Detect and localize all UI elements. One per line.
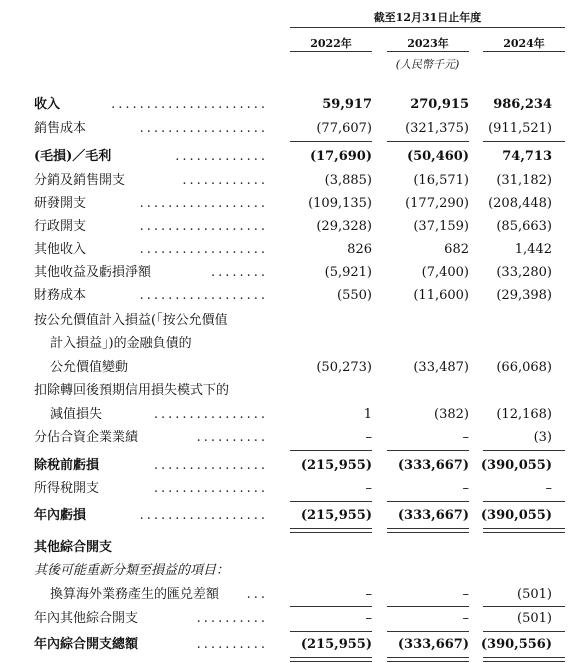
value-2024: (208,448) xyxy=(488,196,552,211)
value-2023: (16,571) xyxy=(413,173,469,188)
row-label: 換算海外業務產生的匯兑差額 xyxy=(50,587,220,602)
leader-dots: .................. xyxy=(139,508,268,523)
subtotal-rule xyxy=(387,450,469,451)
leader-dots: ... xyxy=(246,587,268,602)
table-row xyxy=(0,357,568,379)
value-2022: – xyxy=(365,430,372,445)
row-label: 其他收入 xyxy=(34,242,87,257)
subtotal-rule xyxy=(290,141,372,142)
period-header: 截至12月31日止年度 xyxy=(373,11,482,24)
value-2024: (501) xyxy=(517,587,552,602)
value-2022: (17,690) xyxy=(309,149,372,164)
value-2024: (33,280) xyxy=(496,265,552,280)
table-row xyxy=(0,170,568,192)
value-2024: 74,713 xyxy=(502,149,552,164)
value-2023: (50,460) xyxy=(406,149,469,164)
table-row xyxy=(0,537,568,559)
value-2023: – xyxy=(462,611,469,626)
row-label: 所得稅開支 xyxy=(34,481,100,496)
row-label: 除稅前虧損 xyxy=(34,458,100,473)
subtotal-rule xyxy=(387,606,469,607)
value-2022: – xyxy=(365,587,372,602)
unit-caption: (人民幣千元) xyxy=(395,58,460,71)
value-2023: (11,600) xyxy=(413,288,469,303)
value-2024: (29,398) xyxy=(496,288,552,303)
value-2024: (85,663) xyxy=(496,219,552,234)
value-2024: (390,055) xyxy=(480,458,552,473)
row-label: 公允價值變動 xyxy=(50,360,129,375)
value-2023: (37,159) xyxy=(413,219,469,234)
leader-dots: .................. xyxy=(139,219,268,234)
table-row xyxy=(0,285,568,307)
subtotal-rule xyxy=(387,631,469,632)
value-2023: (333,667) xyxy=(397,508,469,523)
value-2024: (66,068) xyxy=(496,360,552,375)
row-label: 年內虧損 xyxy=(34,508,87,523)
year-header-2024: 2024年 xyxy=(503,37,545,50)
table-row xyxy=(0,262,568,284)
value-2024: (3) xyxy=(533,430,552,445)
leader-dots: .......... xyxy=(196,611,268,626)
leader-dots: ............ xyxy=(182,173,268,188)
total-double-rule xyxy=(387,528,469,533)
value-2022: 826 xyxy=(347,242,372,257)
value-2023: – xyxy=(462,481,469,496)
total-double-rule xyxy=(483,528,565,533)
value-2023: (321,375) xyxy=(405,121,469,136)
row-label: 減值損失 xyxy=(50,407,103,422)
table-row xyxy=(0,310,568,332)
row-label: 按公允價值計入損益(「按公允價值 xyxy=(34,313,228,328)
year-rule xyxy=(290,51,372,52)
value-2022: – xyxy=(365,481,372,496)
value-2022: (3,885) xyxy=(324,173,372,188)
row-label: 年內其他綜合開支 xyxy=(34,611,139,626)
leader-dots: .......... xyxy=(196,637,268,652)
leader-dots: ........ xyxy=(210,265,268,280)
table-row xyxy=(0,216,568,238)
subtotal-rule xyxy=(290,501,372,502)
row-label: 收入 xyxy=(34,97,61,112)
row-label: 年內綜合開支總額 xyxy=(34,637,139,652)
value-2024: 986,234 xyxy=(493,97,552,112)
subtotal-rule xyxy=(387,501,469,502)
leader-dots: .................. xyxy=(139,288,268,303)
table-row xyxy=(0,427,568,449)
leader-dots: ................ xyxy=(153,407,268,422)
year-header-2022: 2022年 xyxy=(310,37,352,50)
value-2024: (31,182) xyxy=(496,173,552,188)
row-label: 銷售成本 xyxy=(34,121,87,136)
table-row xyxy=(0,478,568,500)
table-row xyxy=(0,333,568,355)
subtotal-rule xyxy=(290,606,372,607)
leader-dots: .................. xyxy=(139,121,268,136)
value-2023: (333,667) xyxy=(397,458,469,473)
year-rule xyxy=(387,51,469,52)
table-row xyxy=(0,193,568,215)
value-2024: (390,055) xyxy=(480,508,552,523)
subtotal-rule xyxy=(483,450,565,451)
row-label: 分佔合資企業業績 xyxy=(34,430,139,445)
leader-dots: ................ xyxy=(153,458,268,473)
value-2022: (77,607) xyxy=(316,121,372,136)
row-label: 其他綜合開支 xyxy=(34,540,113,555)
total-double-rule xyxy=(290,528,372,533)
table-row xyxy=(0,239,568,261)
table-row xyxy=(0,455,568,477)
value-2022: 59,917 xyxy=(322,97,372,112)
subtotal-rule xyxy=(290,450,372,451)
table-row xyxy=(0,505,568,527)
value-2023: (382) xyxy=(434,407,469,422)
year-header-2023: 2023年 xyxy=(407,37,449,50)
value-2022: (109,135) xyxy=(308,196,372,211)
value-2023: – xyxy=(462,430,469,445)
row-label: 分銷及銷售開支 xyxy=(34,173,126,188)
value-2022: (215,955) xyxy=(300,458,372,473)
leader-dots: ...................... xyxy=(111,97,268,112)
value-2023: – xyxy=(462,587,469,602)
table-row xyxy=(0,380,568,402)
leader-dots: .................. xyxy=(139,196,268,211)
value-2023: (7,400) xyxy=(421,265,469,280)
row-label: 其他收益及虧損淨額 xyxy=(34,265,152,280)
value-2022: (50,273) xyxy=(316,360,372,375)
subtotal-rule xyxy=(387,141,469,142)
value-2024: 1,442 xyxy=(514,242,552,257)
value-2023: 682 xyxy=(444,242,469,257)
year-rule xyxy=(483,51,565,52)
table-row xyxy=(0,560,568,582)
row-label: 研發開支 xyxy=(34,196,87,211)
row-label: 計入損益」)的金融負債的 xyxy=(50,336,192,351)
value-2022: (215,955) xyxy=(300,637,372,652)
row-label: 其後可能重新分類至損益的項目： xyxy=(34,563,230,578)
subtotal-rule xyxy=(483,631,565,632)
value-2024: (911,521) xyxy=(488,121,552,136)
total-double-rule xyxy=(483,657,565,662)
total-double-rule xyxy=(290,657,372,662)
subtotal-rule xyxy=(483,501,565,502)
leader-dots: ............. xyxy=(175,149,268,164)
table-row xyxy=(0,634,568,656)
value-2022: (550) xyxy=(337,288,372,303)
value-2022: – xyxy=(365,611,372,626)
value-2022: (29,328) xyxy=(316,219,372,234)
value-2024: – xyxy=(545,481,552,496)
row-label: 扣除轉回後預期信用損失模式下的 xyxy=(34,383,230,398)
value-2022: 1 xyxy=(363,407,372,422)
table-row xyxy=(0,608,568,630)
value-2023: (177,290) xyxy=(405,196,469,211)
subtotal-rule xyxy=(483,606,565,607)
value-2023: 270,915 xyxy=(410,97,469,112)
value-2023: (333,667) xyxy=(397,637,469,652)
table-row xyxy=(0,146,568,168)
row-label: (毛損)／毛利 xyxy=(34,149,112,164)
subtotal-rule xyxy=(290,631,372,632)
total-double-rule xyxy=(387,657,469,662)
table-row xyxy=(0,118,568,140)
table-row xyxy=(0,584,568,606)
leader-dots: .......... xyxy=(196,430,268,445)
row-label: 財務成本 xyxy=(34,288,87,303)
leader-dots: ................ xyxy=(153,481,268,496)
leader-dots: .................. xyxy=(139,242,268,257)
period-rule xyxy=(290,27,565,28)
row-label: 行政開支 xyxy=(34,219,87,234)
table-row xyxy=(0,404,568,426)
value-2024: (501) xyxy=(517,611,552,626)
value-2022: (215,955) xyxy=(300,508,372,523)
value-2024: (390,556) xyxy=(480,637,552,652)
value-2022: (5,921) xyxy=(324,265,372,280)
table-row xyxy=(0,94,568,116)
subtotal-rule xyxy=(483,141,565,142)
value-2024: (12,168) xyxy=(496,407,552,422)
value-2023: (33,487) xyxy=(413,360,469,375)
